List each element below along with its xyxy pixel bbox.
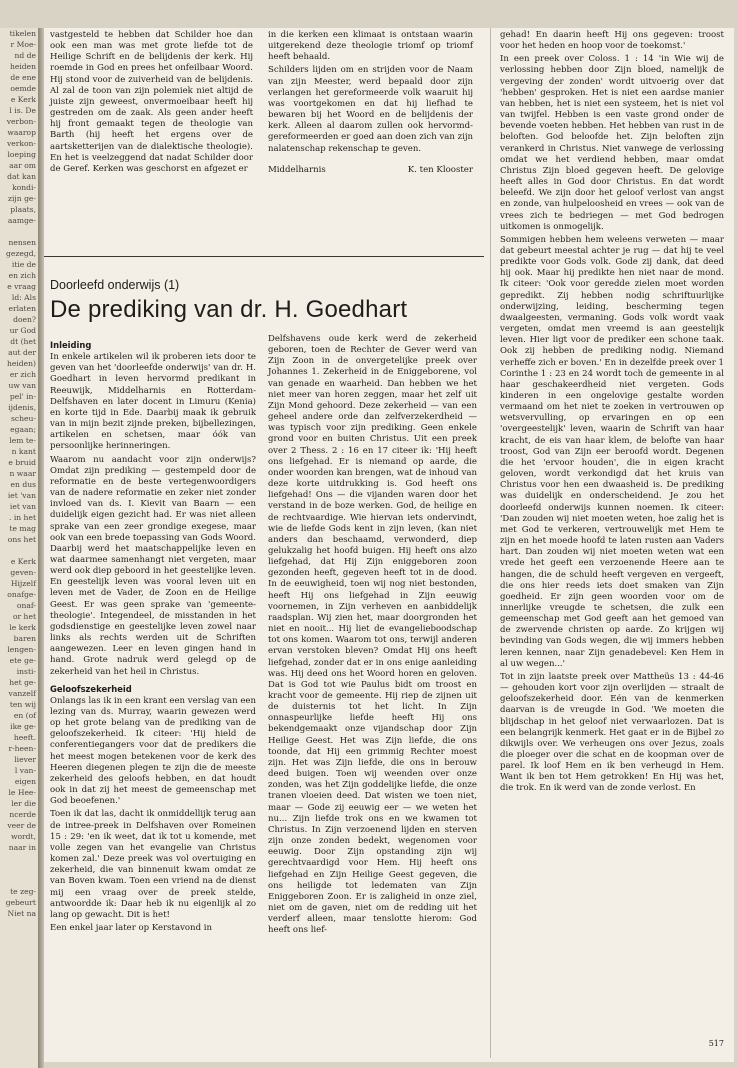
previous-article-column-2 bbox=[268, 30, 473, 176]
page-number: 517 bbox=[708, 1039, 724, 1048]
spine-fragment: te mag bbox=[9, 524, 36, 533]
spine-fragment: liever bbox=[14, 755, 36, 764]
spine-fragment: e bruid bbox=[8, 458, 36, 467]
spine-fragment: naar in bbox=[8, 843, 36, 852]
previous-article-column-1 bbox=[50, 30, 253, 177]
spine-fragment: ur God bbox=[9, 326, 36, 335]
spine-fragment: loeping bbox=[7, 150, 36, 159]
spine-fragment: en (of bbox=[13, 711, 36, 720]
article-headline: De prediking van dr. H. Goedhart bbox=[50, 296, 408, 323]
paragraph: Toen ik dat las, dacht ik onmiddellijk terug aan de intree-preek in Delfshaven over Romeinen 15 : 29: 'en ik weet, dat ik tot u komende, met volle zegen van het evangelie van Christus komen zal.' Deze preek was vol overtuiging en zekerheid, die van binnenuit kwam omdat ze van Boven kwam. Toen een vriend na de dienst mij een vraag over de preek stelde, antwoordde ik: Daar heb ik nu eigenlijk al zo lang op gewacht. Dit is het! bbox=[50, 809, 256, 920]
spine-fragment bbox=[0, 864, 36, 875]
spine-fragment: iet 'van bbox=[7, 491, 36, 500]
article-column-2 bbox=[268, 334, 477, 938]
spine-fragment: en dus bbox=[10, 480, 36, 489]
spine-fragment: or het bbox=[12, 612, 36, 621]
paragraph: Een enkel jaar later op Kerstavond in bbox=[50, 922, 212, 933]
spine-fragment: plaats, bbox=[10, 205, 36, 214]
spine-fragment: geven- bbox=[10, 568, 36, 577]
spine-fragment: ons het bbox=[7, 535, 36, 544]
spine-fragment bbox=[0, 545, 36, 556]
spine-fragment: de ene bbox=[10, 73, 36, 82]
spine-fragment: lem te- bbox=[9, 436, 36, 445]
spine-fragment: heeft. bbox=[13, 733, 36, 742]
spine-fragment: heiden) bbox=[6, 359, 36, 368]
spine-fragment: scheu- bbox=[11, 414, 36, 423]
paragraph: In enkele artikelen wil ik proberen iets door te geven van het 'doorleefde onderwijs' van dr. H. Goedhart in leven hervormd predikant in Reeuwijk, Middelharnis en Rotterdam-Delfshaven en later docent in Limuru (Kenia) en korte tijd in Ede. Daarbij maak ik gebruik van in mijn bezit zijnde preken, bijbellezingen, artikelen en schetsen, maar óók van persoonlijke herinneringen. bbox=[50, 352, 256, 452]
series-label: Doorleefd onderwijs (1) bbox=[50, 278, 180, 292]
spine-fragment: vanzelf bbox=[8, 689, 36, 698]
spine-fragment: ike ge- bbox=[10, 722, 36, 731]
spine-fragment: dat kan bbox=[7, 172, 36, 181]
spine-fragment: aar om bbox=[9, 161, 36, 170]
column-divider bbox=[490, 28, 491, 1058]
spine-fragment: nensen bbox=[8, 238, 36, 247]
spine-fragment: veer de bbox=[7, 821, 36, 830]
spine-fragment: er zich bbox=[9, 370, 36, 379]
spine-fragment: doen? bbox=[13, 315, 36, 324]
spine-fragment: egaan; bbox=[10, 425, 36, 434]
spine-fragment: iet van bbox=[9, 502, 36, 511]
spine-fragment: eigen bbox=[14, 777, 36, 786]
spine-fragment: r-heen- bbox=[8, 744, 36, 753]
spine-fragment: l van- bbox=[14, 766, 36, 775]
page bbox=[44, 28, 734, 1062]
article-divider bbox=[44, 256, 484, 257]
spine-fragment: baren bbox=[13, 634, 36, 643]
spine-fragment: l is. De bbox=[9, 106, 36, 115]
spine-fragment: insti- bbox=[16, 667, 36, 676]
paragraph: vastgesteld te hebben dat Schilder hoe dan ook een man was met grote liefde tot de Heilige Schrift en de belijdenis der kerk. Hij roemde in God en prees het onfeilbaar Woord. Hij stond voor de zuiverheid van de belijdenis. Al zal de toon van zijn polemiek niet altijd de juiste zijn geweest, onvermoeibaar heeft hij gestreden om de zaak. Als geen ander heeft hij front gemaakt tegen de theologie van Barth (hij heeft het ergens over de aartsketterijen van de dialektische theologie). En het is veelzeggend dat nadat Schilder door de Geref. Kerken was geschorst en afgezet er bbox=[50, 30, 253, 174]
spine-fragment: oemde bbox=[10, 84, 36, 93]
spine-fragment: uw van bbox=[8, 381, 36, 390]
spine-fragment: le kerk bbox=[9, 623, 36, 632]
spine-fragment: n kant bbox=[11, 447, 36, 456]
spine-fragment: gebeurt bbox=[5, 898, 36, 907]
spine-fragment: tikelen bbox=[9, 29, 36, 38]
spine-fragment: r Moe- bbox=[10, 40, 36, 49]
spine-fragment: le Hee- bbox=[8, 788, 36, 797]
paragraph: in die kerken een klimaat is ontstaan waarin uitgerekend deze theologie triomf op triomf heeft behaald. bbox=[268, 30, 473, 63]
spine-fragment: n waar bbox=[9, 469, 36, 478]
spine-fragment: onaf- bbox=[16, 601, 36, 610]
spine-fragment: aut der bbox=[8, 348, 36, 357]
spine-fragment: ten wij bbox=[9, 700, 36, 709]
spine-fragment: aamge- bbox=[7, 216, 36, 225]
spine-fragment: pel' in- bbox=[9, 392, 36, 401]
spine-fragment: ncerde bbox=[9, 810, 36, 819]
spine-fragment: dt (het bbox=[10, 337, 36, 346]
spine-fragment: itie de bbox=[11, 260, 36, 269]
article-column-1 bbox=[50, 334, 256, 936]
spine-fragment: zijn ge- bbox=[7, 194, 36, 203]
spine-fragment bbox=[0, 226, 36, 237]
paragraph: In een preek over Coloss. 1 : 14 'in Wie wij de verlossing hebben door Zijn bloed, namelijk de vergeving der zonden' wordt uitvoerig over dat 'hebben' gesproken. Het is niet een aardse manier van hebben, het is niet een systeem, het is niet vol van twijfel. Hebben is een vaste grond onder de bevende voeten hebben. Het hebben van rust in de beloften. God beloofde het. Zijn beloften zijn verankerd in Christus. Niet vanwege de verlossing omdat we het verdiend hebben, maar omdat Christus Zijn bloed gegeven heeft. De gelovige heeft alles in God door Christus. En dat wordt beleefd. We zijn door het geloof verlost van angst en zonde, van hulpeloosheid en vrees — ook van de vrees zich te bedriegen — met God bedrogen uitkomen is onmogelijk. bbox=[500, 54, 724, 232]
paragraph: gehad! En daarin heeft Hij ons gegeven: troost voor het heden en hoop voor de toekomst.' bbox=[500, 30, 724, 52]
signature bbox=[268, 165, 473, 176]
spine-fragment: onafge- bbox=[7, 590, 36, 599]
spine-fragment: nd de bbox=[14, 51, 36, 60]
spine-fragment: Niet na bbox=[7, 909, 36, 918]
article-column-3 bbox=[500, 30, 724, 797]
spine-fragment: . in het bbox=[9, 513, 36, 522]
spine-fragment: e Kerk bbox=[10, 95, 36, 104]
paragraph: Sommigen hebben hem weleens verweten — maar dat gebeurt meestal achter je rug — dat hij te veel predikte voor Gods volk. Gode zij dank, dat deed hij ook. Maar hij predikte hen niet naar de mond. Ik citeer: 'Ook voor geredde zielen moet worden gepredikt. Zij hebben nodig schriftuurlijke onderwijzing, leiding, bescherming tegen dwaalgeesten, vermaning. Gods volk wordt vaak vergeten, omdat men vreemd is aan geestelijk leven. Hier ligt voor de prediker een schone taak. Ook zij hebben de prediking nodig. Niemand verheffe zich er boven.' En in dezelfde preek over 1 Corinthe 1 : 23 en 24 wordt toch de gemeente in al haar geschakeerdheid niet vergeten. Gods kinderen in een ongelovige gestalte worden vermaand om het niet te zoeken in vertrouwen op wetsvervulling, op ervaringen en op een 'overgeestelijk' leven, waarin de Schrift van haar kracht, de eis van haar klem, de belofte van haar troost, God van Zijn eer beroofd wordt. Degenen die het 'ervoor houden', die in eigen kracht geloven, wordt verkondigd dat het kruis van Christus voor hen een dwaasheid is. De prediking was duidelijk en onderscheidend. Je zou het doorleefd onderwijs kunnen noemen. Ik citeer: 'Dan zouden wij niet moeten weten, hoe zalig het is met God te verkeren, vertrouwelijk met Hem te zijn en het moede hoofd te laten rusten aan Vaders hart. Dan zouden wij niet moeten weten wat een vrede het geeft een verzoenende Heere aan te hangen, die de schuld heeft vergeven en vergeeft, die ons hier reeds iets doet smaken van Zijn goedheid. Er zijn geen woorden voor om de innerlijke vreugde te schetsen, die zulk een gemeenschap met God geeft aan het gemoed van de zwervende christen op aarde. Zo krijgen wij bevinding van Gods wegen, die wij immers hebben leren kennen, naar Zijn genadebevel: Ken Hem in al uw wegen...' bbox=[500, 234, 724, 669]
signature-place: Middelharnis bbox=[268, 164, 326, 175]
spine-fragment: ijdenis, bbox=[8, 403, 36, 412]
spine-fragment: e vraag bbox=[7, 282, 36, 291]
spine-fragment: te zeg- bbox=[10, 887, 36, 896]
paragraph: Onlangs las ik in een krant een verslag van een lezing van ds. Murray, waarin gewezen werd op het grote belang van de prediking van de geloofszekerheid. Ik citeer: 'Hij hield de conferentiegangers voor dat de predikers die het meest mogen betekenen voor de kerk des Heeren diegenen plegen te zijn die de meeste zekerheid des geloofs hebben, en dat houdt ook in dat zij het meest de gemeenschap met God beoefenen.' bbox=[50, 695, 256, 807]
spine-fragment: Hijzelf bbox=[10, 579, 36, 588]
spine-fragment bbox=[0, 853, 36, 864]
spine-fragment: e Kerk bbox=[10, 557, 36, 566]
subheading: Geloofszekerheid bbox=[50, 683, 132, 694]
paragraph: Waarom nu aandacht voor zijn onderwijs? Omdat zijn prediking — gestempeld door de reformatie en de beste vertegenwoordigers van de nadere reformatie en zeker niet zonder invloed van ds. I. Kievit van Baarn — een duidelijk eigen gezicht had. Er was niet alleen sprake van een zeer grondige exegese, maar ook van een brede toepassing van Gods Woord. Daarbij werd het maatschappelijke leven en wat daarmee samenhangt niet vergeten, maar werd ook diep geboord in het geestelijke leven. En geestelijk leven was vooral leven uit en leven met de Vader, de Zoon en de Heilige Geest. Er was geen sprake van 'gemeente-theologie'. Integendeel, de misstanden in het godsdienstige en geestelijke leven zowel naar links als rechts werden uit de Schriften aangewezen. Leer en leven gingen hand in hand. Grote nadruk werd gelegd op de zekerheid van het heil in Christus. bbox=[50, 454, 256, 677]
subheading: Inleiding bbox=[50, 340, 92, 350]
paragraph: Tot in zijn laatste preek over Mattheüs 13 : 44-46 — gehouden kort voor zijn overlijden — straalt de geloofszekerheid door. Eén van de kenmerken daarvan is de vreugde in God. 'We moeten die blijdschap in het geloof niet verwaarlozen. Dat is een belangrijk kenmerk. Het gaat er in de Bijbel zo dikwijls over. We verheugen ons over Jezus, zoals die ploeger over die schat en de koopman over de parel. Ik loof Hem en ik ben verheugd in Hem. Want ik ben tot Hem getrokken! En Hij was het, die trok. En ik werd van de zonde verlost. En bbox=[500, 671, 724, 794]
spine-fragment: verbon- bbox=[6, 117, 36, 126]
spine-fragment: en zich bbox=[8, 271, 36, 280]
spine-fragment: kondi- bbox=[12, 183, 36, 192]
signature-author: K. ten Klooster bbox=[407, 164, 473, 175]
spine-fragment: het ge- bbox=[9, 678, 36, 687]
spine-fragment: verkon- bbox=[6, 139, 36, 148]
spine-fragment: gezegd, bbox=[6, 249, 36, 258]
spine-fragment: wordt, bbox=[10, 832, 36, 841]
spine-fragment bbox=[0, 875, 36, 886]
spine-fragment: lengen- bbox=[7, 645, 36, 654]
spine-fragment: ld: Als bbox=[11, 293, 36, 302]
paragraph: Delfshavens oude kerk werd de zekerheid geboren, toen de Rechter de Gever werd van Zijn Zoon in de onvergetelijke preek over Johannes 1. Zekerheid in de Eniggeborene, vol van genade en waarheid. Dan hebben we het niet meer van horen zeggen, maar het zelf uit Zijn Mond gehoord. Deze zekerheid — van een geheel andere orde dan zelfverzekerdheid — was typisch voor zijn prediking. Geen enkele grond voor en buiten Christus. Uit een preek over 2 Thess. 2 : 16 en 17 citeer ik: 'Hij heeft ons liefgehad. Er is niemand op aarde, die onder woorden kan brengen, wat de inhoud van deze korte uitdrukking is. God heeft ons liefgehad! Ons — die vijanden waren door het verstand in de boze werken. God, de heilige en de rechtvaardige. Wie hiervan iets ondervindt, wie de liefde Gods kent in zijn leven, (kan niet anders dan beschaamd, verwonderd, diep gelukzalig het hoofd buigen. Hij heeft ons alzo liefgehad, dat Hij Zijn eniggeboren zoon gezonden heeft, gegeven heeft tot in de dood. In de eeuwigheid, toen wij nog niet bestonden, heeft Hij ons liefgehad in Zijn eeuwig voornemen, in Zijn verheven en aanbiddelijk raadsplan. Wij zien het, maar doorgronden het niet en nooit... Hij liet de evangelieboodschap tot ons komen. Waarom tot ons, terwijl anderen ervan verstoken bleven? Omdat Hij ons heeft liefgehad, zonder dat er in ons enige aanleiding was. Hij deed ons het Woord horen en geloven. Dat is God tot wie Paulus bidt om troost en kracht voor de gemeente. Hij riep de zijnen uit de duisternis tot het licht. In Zijn onnaspeurlijke liefde heeft Hij ons bekendgemaakt onze vijandschap door Zijn Heilige Geest. Het was Zijn liefde, die ons toonde, dat Hij een grimmig Rechter moest zijn. Het was Zijn liefde, die ons in berouw deed buigen. Toen wij weenden over onze zonden, was het Zijn goddelijke liefde, die onze tranen vloeien deed. Dat wisten we toen niet, maar — Gode zij eeuwig eer — we weten het nu... Zijn liefde trok ons en we kwamen tot Christus. In Zijn verzoenend lijden en sterven zijn onze zonden bedekt, wegenomen voor eeuwig. Door Zijn opstanding zijn wij gerechtvaardigd voor Hem. Hij heeft ons liefgehad en Zijn Heilige Geest gegeven, die ons heiligde tot ledematen van Zijn Eniggeboren Zoon. Er is zaligheid in onze ziel, niet om de gaven, niet om de redding uit het verderf alleen, maar tenslotte hierom: God heeft ons lief- bbox=[268, 334, 477, 936]
adjacent-page-spine bbox=[0, 28, 40, 1068]
spine-fragment: ler die bbox=[11, 799, 36, 808]
spine-fragment: heiden bbox=[9, 62, 36, 71]
spine-fragment: ete ge- bbox=[9, 656, 36, 665]
spine-fragment: waarop bbox=[7, 128, 36, 137]
spine-fragment: erlaten bbox=[8, 304, 36, 313]
paragraph: Schilders lijden om en strijden voor de Naam van zijn Meester, werd bepaald door zijn verlangen het gereformeerde volk waaruit hij was voortgekomen en dat hij liefhad te bewaren bij het Woord en de belijdenis der kerk. Alleen al daarom zullen ook hervormd-gereformeerden er goed aan doen zich van zijn nalatenschap rekenschap te geven. bbox=[268, 65, 473, 154]
